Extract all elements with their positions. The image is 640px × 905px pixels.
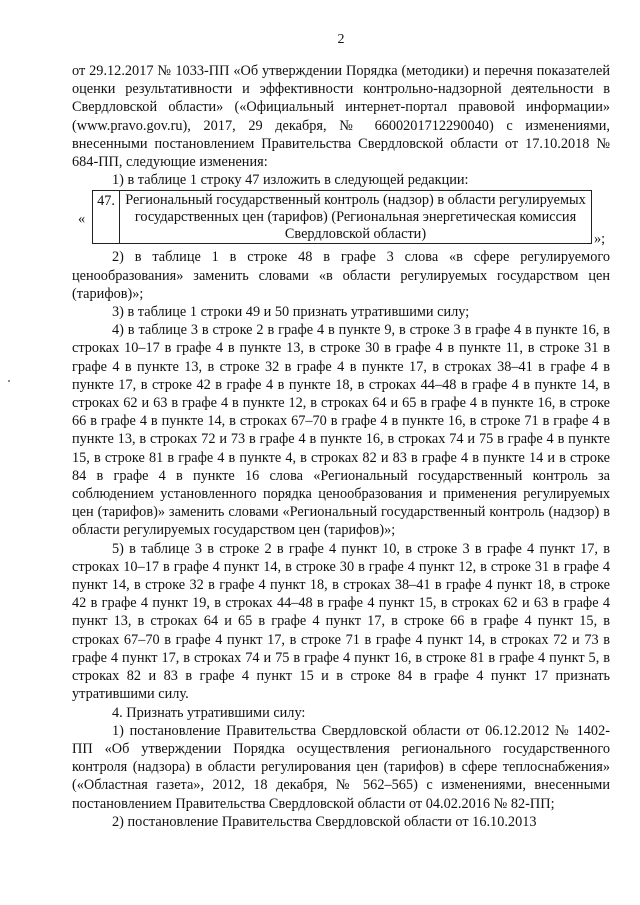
page-number: 2 [337, 32, 345, 47]
section-4-heading: 4. Признать утратившими силу: [112, 704, 306, 721]
item-1: 1) в таблице 1 строку 47 изложить в следующей редакции: [112, 172, 469, 189]
replacement-table-block [72, 190, 610, 246]
item-3: 3) в таблице 1 строки 49 и 50 признать утратившими силу; [112, 304, 470, 321]
item-5: 5) в таблице 3 в строке 2 в графе 4 пункт 10, в строке 3 в графе 4 пункт 17, в строках 10–17 в графе 4 пункт 14, в строке 30 в графе 4 пункт 12, в строке 31 в графе 4 пункт 14, в строке 32 в графе 4 пункт 18, в строках 38–41 в графе 4 пункт 18, в строке 42 в графе 4 пункт 19, в строках 44–48 в графе 4 пункт 15, в строках 62 и 63 в графе 4 пункт 13, в строках 64 и 65 в графе 4 пункт 17, в строке 66 в графе 4 пункт 15, в строках 67–70 в графе 4 пункт 17, в строке 71 в графе 4 пункт 14, в строках 72 и 73 в графе 4 пункт 17, в строках 74 и 75 в графе 4 пункт 16, в строке 81 в графе 4 пункт 5, в строках 82 и 83 в графе 4 пункт 15 и в строке 84 в графе 4 пункт 17 признать утратившими силу. [72, 540, 610, 703]
table-row-number: 47. [93, 191, 120, 243]
section-4-item-2: 2) постановление Правительства Свердловской области от 16.10.2013 [112, 813, 537, 830]
document-body [72, 62, 610, 831]
section-4-item-1: 1) постановление Правительства Свердловской области от 06.12.2012 № 1402-ПП «Об утверждении Порядка осуществления регионального государственного контроля (надзора) в области регулирования цен (тарифов) в сфере теплоснабжения» («Областная газета», 2012, 18 декабря, № 562–565) с изменениями, внесенными постановлением Правительства Свердловской области от 04.02.2016 № 82-ПП; [72, 722, 610, 812]
close-quote: »; [594, 231, 606, 248]
open-quote: « [78, 211, 86, 228]
intro-paragraph: от 29.12.2017 № 1033-ПП «Об утверждении Порядка (методики) и перечня показателей оценки результативности и эффективности контрольно-надзорной деятельности в Свердловской области» («Официальный интернет-портал правовой информации» (www.pravo.gov.ru), 2017, 29 декабря, № 6600201712290040) с изменениями, внесенными постановлением Правительства Свердловской области от 17.10.2018 № 684-ПП, следующие изменения: [72, 63, 610, 171]
item-4: 4) в таблице 3 в строке 2 в графе 4 в пункте 9, в строке 3 в графе 4 в пункте 16, в строках 10–17 в графе 4 в пункте 13, в строке 30 в графе 4 в пункте 11, в строке 31 в графе 4 в пункте 13, в строке 32 в графе 4 в пункте 17, в строках 38–41 в графе 4 в пункте 17, в строке 42 в графе 4 в пункте 18, в строках 44–48 в графе 4 в пункте 14, в строках 62 и 63 в графе 4 в пункте 12, в строках 64 и 65 в графе 4 в пункте 16, в строке 66 в графе 4 в пункте 14, в строках 67–70 в графе 4 в пункте 16, в строке 71 в графе 4 в пункте 13, в строках 72 и 73 в графе 4 в пункте 16, в строках 74 и 75 в графе 4 в пункте 15, в строке 81 в графе 4 в пункте 4, в строках 82 и 83 в графе 4 в пункте 14 и в строке 84 в графе 4 в пункте 16 слова «Региональный государственный контроль за соблюдением установленного порядка ценообразования и применения регулируемых цен (тарифов)» заменить словами «Региональный государственный контроль (надзор) в области регулируемых государством цен (тарифов)»; [72, 322, 610, 539]
item-2: 2) в таблице 1 в строке 48 в графе 3 слова «в сфере регулируемого ценообразования» заменить словами «в области регулируемых государством цен (тарифов)»; [72, 249, 610, 302]
scan-speck [8, 380, 10, 382]
table-row-text: Региональный государственный контроль (надзор) в области регулируемых государственных цен (тарифов) (Региональная энергетическая комиссия Свердловской области) [125, 192, 586, 243]
replacement-table [92, 190, 592, 244]
